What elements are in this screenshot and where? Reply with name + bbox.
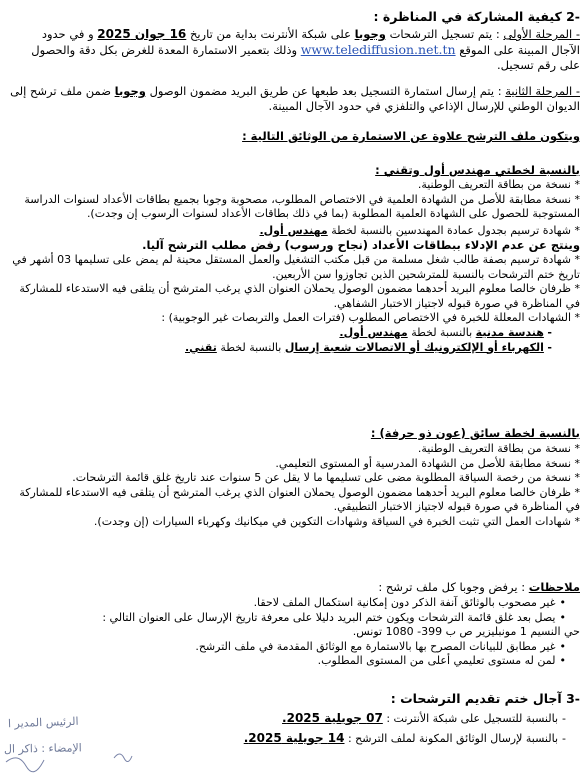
- signature-line-1: الرئيس المدير ا: [7, 714, 79, 731]
- phase-1-paragraph: [10, 27, 580, 73]
- section-2-number: -2: [566, 9, 580, 24]
- note-item: •غير مطابق للبيانات المصرح بها بالاستمارة مع الوثائق المقدمة في ملف الترشح.: [195, 639, 566, 653]
- note-item: •لمن له مستوى تعليمي أعلى من المستوى المطلوب.: [317, 654, 566, 668]
- specialty-note: بالنسبة لخطة: [220, 340, 282, 354]
- deadline-online: -بالنسبة للتسجيل على شبكة الأنترنت : 07 جويلية 2025.: [282, 711, 566, 725]
- phase-1-text-d: حدود الآجال المبينة على الموقع: [41, 27, 580, 57]
- specialty-target: تقني.: [184, 340, 217, 354]
- notes-title: ملاحظات: [528, 580, 580, 594]
- section-3-heading: [10, 692, 580, 707]
- phase-2-text-c: ملف ترشح إلى الديوان الوطني للإرسال الإذاعي والتلفزي في حدود الآجال المبينة.: [10, 84, 580, 113]
- file-intro: ويتكون ملف الترشح علاوة عن الاستمارة من الوثائق التالية :: [242, 129, 580, 143]
- phase-2-text-a: : يتم إرسال استمارة التسجيل بعد طبعها عن طريق البريد مضمون الوصول: [149, 84, 502, 98]
- engineer-item: * ظرفان خالصا معلوم البريد أحدهما مضمون الوصول يحملان العنوان الذي يرغب المترشح أن يتلقى فيه الاستدعاء للمشاركة في المناظرة في صورة قبوله لاجتياز الاختبار الشفاهي.: [19, 282, 580, 310]
- driver-item: * ظرفان خالصا معلوم البريد أحدهما مضمون الوصول يحملان العنوان الذي يرغب المترشح أن يتلقى فيه الاستدعاء للمشاركة في المناظرة في صورة قبوله لاجتياز الاختبار التطبيقي.: [19, 485, 580, 514]
- driver-item: * شهادات العمل التي تثبت الخبرة في السياقة وشهادات التكوين في ميكانيك وكهرباء السيارات (إن وجدت).: [93, 514, 580, 528]
- section-3-title: آجال ختم تقديم الترشحات :: [390, 691, 562, 706]
- note-item: •يصل بعد غلق قائمة الترشحات ويكون ختم البريد دليلا على معرفة تاريخ الإرسال على العنوان التالي :: [102, 610, 566, 624]
- phase-1-must: وجوبا: [354, 27, 386, 41]
- phase-1-text-f: دقة والحصول على رقم تسجيل.: [31, 43, 580, 72]
- driver-title: بالنسبة لخطة سائق (عون ذو حرفة) :: [370, 426, 580, 440]
- driver-item: * نسخة من بطاقة التعريف الوطنية.: [417, 442, 580, 455]
- engineer-item: * الشهادات المعللة للخبرة في الاختصاص المطلوب (فترات العمل والتربصات غير الوجوبية) :: [161, 311, 580, 325]
- deadline-mail-date: 14 جويلية 2025.: [243, 730, 345, 745]
- section-3-number: -3: [566, 691, 580, 706]
- driver-list: [10, 442, 580, 530]
- phase-1-text-c: و في: [69, 27, 94, 41]
- phase-1-text-e: وذلك بتعمير الاستمارة المعدة للغرض بكل: [99, 43, 298, 57]
- engineer-list: [10, 178, 580, 355]
- driver-item: * نسخة من رخصة السياقة المطلوبة مضى على تسليمها ما لا يقل عن 5 سنوات عند تاريخ غلق قائمة الترشحات.: [72, 471, 580, 485]
- section-2-title: كيفية المشاركة في المناظرة :: [373, 9, 562, 24]
- engineer-title: بالنسبة لخطتي مهندس أول وتقني :: [375, 163, 580, 177]
- phase-1-lead: - المرحلة الأولى: [503, 27, 580, 41]
- phase-2-must: وجوبا: [114, 84, 146, 98]
- engineer-item: * شهادة ترسيم بصفة طالب شغل مسلمة من قبل مكتب التشغيل والعمل المستقل محينة لم يمض على تسليمها 03 أشهر في تاريخ ختم الترشحات بالنسبة للمترشحين الذين تجاوزوا سن الأربعين.: [12, 252, 580, 281]
- specialty-target: مهندس أول.: [339, 325, 408, 339]
- notes-list: [10, 596, 580, 669]
- note-item: •غير مصحوب بالوثائق آنفة الذكر دون إمكانية استكمال الملف لاحقا.: [253, 596, 566, 609]
- note-address: حي النسيم 1 مونبليزير ص ب 399- 1080 تونس.: [352, 625, 580, 639]
- engineer-item: * نسخة من بطاقة التعريف الوطنية.: [417, 178, 580, 191]
- engineer-item: * نسخة مطابقة للأصل من الشهادة العلمية في الاختصاص المطلوب، مصحوبة وجوبا بجميع بطاقات الأعداد لسنوات الدراسة المستوجبة للحصول على الشهادة العلمية المطلوبة (بما في ذلك بطاقات الأعداد لسنوات الرسوب إن وجدت).: [24, 192, 580, 221]
- deadline-online-date: 07 جويلية 2025.: [282, 711, 383, 725]
- signature-scribble-icon: [4, 712, 154, 774]
- specialty-note: بالنسبة لخطة: [411, 325, 473, 339]
- notes-lead: : يرفض وجوبا كل ملف ترشح :: [378, 580, 526, 594]
- specialty-name: هندسة مدنية: [475, 325, 544, 339]
- engineer-order-target: مهندس أول.: [259, 223, 328, 237]
- phase-1-text-a: : يتم تسجيل الترشحات: [389, 27, 500, 41]
- specialty-line: - هندسة مدنية بالنسبة لخطة مهندس أول.: [339, 325, 552, 339]
- driver-item: * نسخة مطابقة للأصل من الشهادة المدرسية أو المستوى التعليمي.: [275, 456, 580, 470]
- notes-heading: [10, 580, 580, 595]
- specialty-name: الكهرباء أو الإلكترونيك أو الاتصالات شعبة إرسال: [284, 340, 544, 354]
- deadline-mail: -بالنسبة لإرسال الوثائق المكونة لملف الترشح : 14 جويلية 2025.: [243, 730, 566, 745]
- engineer-order-line: [10, 224, 580, 239]
- specialty-line: - الكهرباء أو الإلكترونيك أو الاتصالات شعبة إرسال بالنسبة لخطة تقني.: [184, 340, 552, 354]
- phase-2-paragraph: [10, 84, 580, 114]
- phase-1-date: 16 جوان 2025: [97, 27, 187, 41]
- phase-2-text-b: ضمن: [85, 84, 111, 98]
- phase-2-lead: - المرحلة الثانية: [505, 84, 580, 98]
- engineer-item: * شهادة ترسيم بجدول عمادة المهندسين: [395, 223, 580, 237]
- phase-1-text-b: على شبكة الأنترنت بداية من تاريخ: [189, 27, 351, 41]
- signature-stamp: [4, 712, 154, 774]
- engineer-order-note: بالنسبة لخطة: [331, 223, 393, 237]
- engineer-warning: وينتج عن عدم الإدلاء ببطاقات الأعداد (نجاح ورسوب) رفض مطلب الترشح آليا.: [142, 238, 580, 253]
- section-2-heading: [10, 10, 580, 25]
- telediffusion-link[interactable]: www.telediffusion.net.tn: [300, 42, 456, 57]
- signature-line-2: الإمضاء : ذاكر ال: [3, 741, 82, 756]
